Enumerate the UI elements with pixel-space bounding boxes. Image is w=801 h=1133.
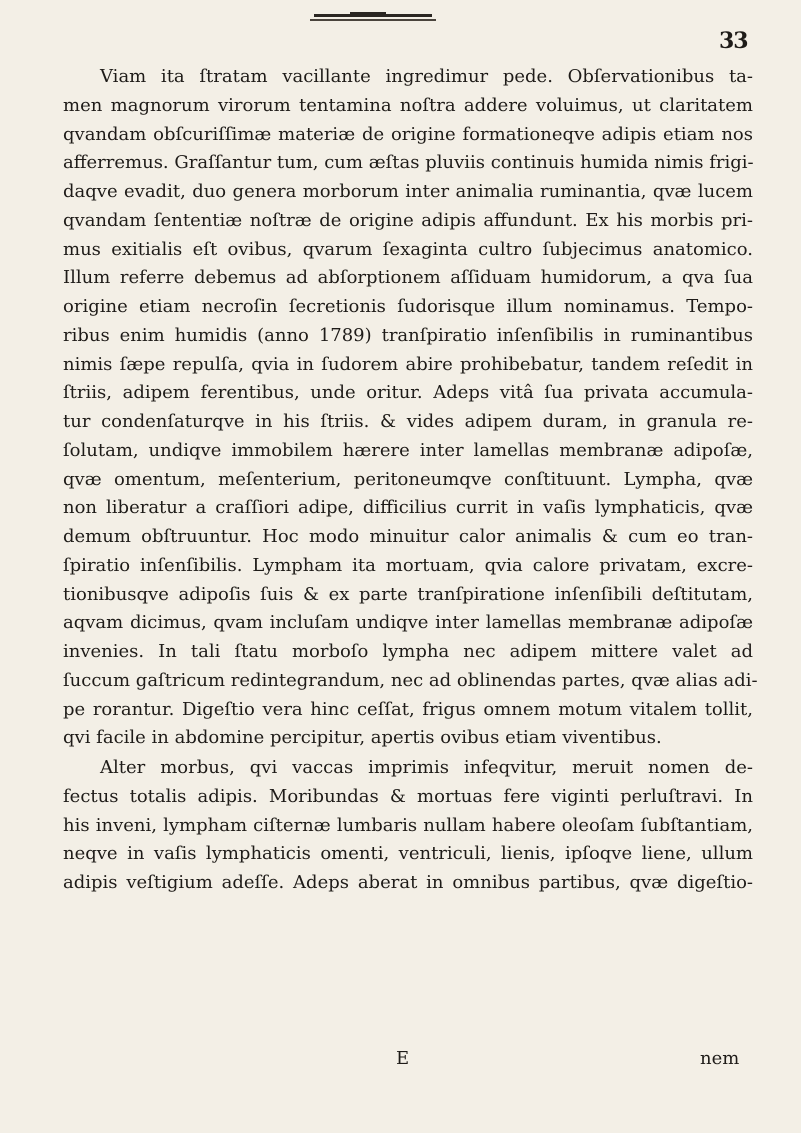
- text-line: neqve in vaſis lymphaticis omenti, ventriculi, lienis, ipſoqve liene, ullum: [63, 843, 753, 865]
- text-line: invenies. In tali ſtatu morboſo lympha nec adipem mittere valet ad: [63, 641, 753, 662]
- text-line: qvandam obſcuriſſimæ materiæ de origine formationeqve adipis etiam nos: [63, 123, 753, 145]
- text-line: ſuccum gaſtricum redintegrandum, nec ad oblinendas partes, qvæ alias adi-: [63, 669, 758, 691]
- text-line: qvæ omentum, meſenterium, peritoneumqve conſtituunt. Lympha, qvæ: [63, 468, 753, 490]
- page-number: 33: [719, 28, 748, 54]
- text-line: tionibusqve adipoſis ſuis & ex parte tranſpiratione inſenſibili deſtitutam,: [63, 583, 753, 605]
- text-line: aqvam dicimus, qvam incluſam undiqve inter lamellas membranæ adipoſæ: [63, 612, 753, 634]
- text-line: fectus totalis adipis. Moribundas & mortuas fere viginti perluſtravi. In: [63, 785, 753, 807]
- text-line: men magnorum virorum tentamina noſtra addere voluimus, ut claritatem: [63, 94, 753, 116]
- text-line: adipis veſtigium adeſſe. Adeps aberat in omnibus partibus, qvæ digeſtio-: [63, 872, 753, 893]
- text-line: Viam ita ſtratam vacillante ingredimur pede. Obſervationibus ta-: [100, 66, 753, 87]
- text-line: mus exitialis eſt ovibus, qvarum ſexaginta cultro ſubjecimus anatomico.: [63, 238, 753, 260]
- text-line: his inveni, lympham ciſternæ lumbaris nullam habere oleoſam ſubſtantiam,: [63, 814, 753, 836]
- text-line: pe rorantur. Digeſtio vera hinc ceſſat, frigus omnem motum vitalem tollit,: [63, 698, 753, 720]
- text-line: demum obſtruuntur. Hoc modo minuitur calor animalis & cum eo tran-: [63, 526, 753, 547]
- text-line: qvandam ſententiæ noſtræ de origine adipis affundunt. Ex his morbis pri-: [63, 209, 753, 231]
- text-line: ribus enim humidis (anno 1789) tranſpiratio inſenſibilis in ruminantibus: [63, 324, 753, 346]
- text-line: daqve evadit, duo genera morborum inter animalia ruminantia, qvæ lucem: [63, 181, 753, 202]
- text-line: nimis ſæpe repulſa, qvia in ſudorem abire prohibebatur, tandem reſedit in: [63, 353, 753, 375]
- header-rule-ornament: [310, 12, 440, 24]
- text-line: qvi facile in abdomine percipitur, apertis ovibus etiam viventibus.: [63, 727, 662, 749]
- text-line: afferremus. Graſſantur tum, cum æſtas pluviis continuis humida nimis frigi-: [63, 152, 754, 174]
- text-line: ſolutam, undiqve immobilem hærere inter lamellas membranæ adipoſæ,: [63, 439, 753, 461]
- text-line: Alter morbus, qvi vaccas imprimis infeqvitur, meruit nomen de-: [100, 757, 753, 778]
- text-line: tur condenſaturqve in his ſtriis. & vides adipem duram, in granula re-: [63, 411, 753, 432]
- text-line: ſpiratio inſenſibilis. Lympham ita mortuam, qvia calore privatam, excre-: [63, 554, 753, 576]
- text-line: non liberatur a craſſiori adipe, difficilius currit in vaſis lymphaticis, qvæ: [63, 497, 753, 519]
- text-line: ſtriis, adipem ferentibus, unde oritur. Adeps vitâ ſua privata accumula-: [63, 382, 753, 404]
- signature-mark: E: [396, 1048, 410, 1069]
- text-line: Illum referre debemus ad abſorptionem aſſiduam humidorum, a qva ſua: [63, 267, 753, 289]
- catchword: nem: [700, 1048, 740, 1069]
- text-line: origine etiam necroſin ſecretionis ſudorisque illum nominamus. Tempo-: [63, 296, 753, 317]
- page-footer: [0, 1048, 801, 1072]
